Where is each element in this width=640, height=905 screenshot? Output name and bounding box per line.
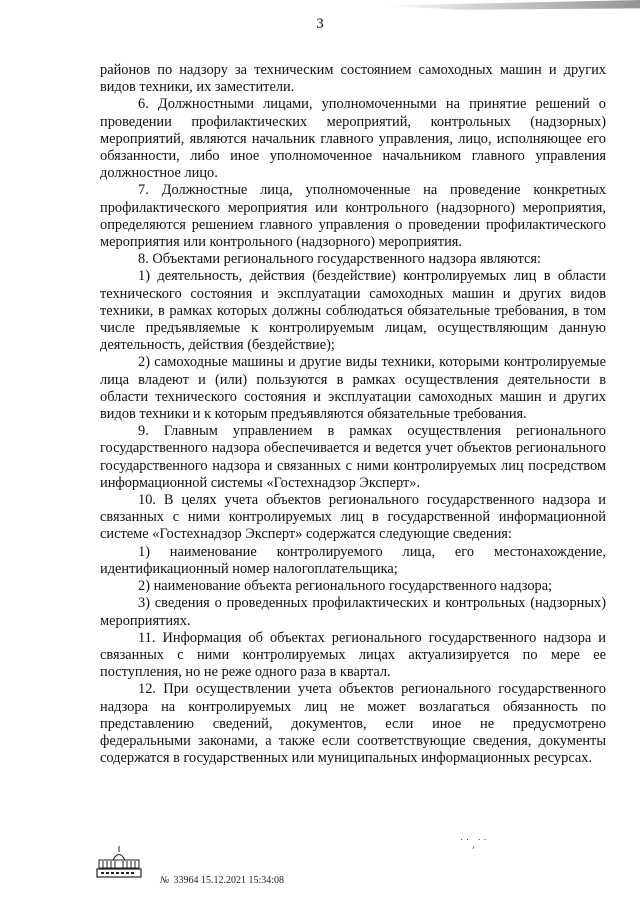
scan-specks: ˙ ˙ ¸ ˙ ˙ <box>460 838 487 849</box>
government-building-logo <box>96 845 142 879</box>
paragraph: 11. Информация об объектах регионального государственного надзора и связанных с ними контролируемых лицах актуализируется по мере ее поступления, но не реже одного раза в квартал. <box>100 629 606 681</box>
paragraph: 3) сведения о проведенных профилактических и контрольных (надзорных) мероприятиях. <box>100 595 606 629</box>
reg-prefix: № <box>160 875 170 886</box>
reg-number: 33964 <box>173 875 199 886</box>
paragraph: 1) наименование контролируемого лица, его местонахождение, идентификационный номер налогоплательщика; <box>100 543 606 577</box>
paragraph: 1) деятельность, действия (бездействие) контролируемых лиц в области технического состояния и эксплуатации самоходных машин и других видов техники, в рамках которых должны соблюдаться обязательные требования, в том числе предъявляемые к контролируемым лицам, осуществляющим данную деятельность, действия (бездействие); <box>100 268 606 354</box>
paragraph: 6. Должностными лицами, уполномоченными на принятие решений о проведении профилактических мероприятий, контрольных (надзорных) мероприятий, являются начальник главного управления, лицо, исполняющее его обязанности, либо иное уполномоченное начальником главного управления должностное лицо. <box>100 96 606 182</box>
paragraph: 12. При осуществлении учета объектов регионального государственного надзора на контролируемых лиц не может возлагаться обязанность по представлению сведений, документов, если иное не предусмотрено федеральными законами, а также если соответствующие сведения, документы содержатся в государственных или муниципальных информационных ресурсах. <box>100 681 606 767</box>
paragraph: районов по надзору за техническим состоянием самоходных машин и других видов техники, их заместители. <box>100 62 606 96</box>
paragraph: 8. Объектами регионального государственного надзора являются: <box>138 251 542 268</box>
paragraph: 7. Должностные лица, уполномоченные на проведение конкретных профилактического мероприятия или контрольного (надзорного) мероприятия, определяются решением главного управления о проведении профилактического мероприятия или контрольного (надзорного) мероприятия. <box>100 182 606 251</box>
document-body <box>100 62 606 767</box>
paragraph: 2) самоходные машины и другие виды техники, которыми контролируемые лица владеют и (или) пользуются в рамках осуществления деятельности в области технического состояния и эксплуатации самоходных машин и других видов техники и к которым предъявляются обязательные требования. <box>100 354 606 423</box>
page-number: 3 <box>316 16 324 32</box>
paragraph: 10. В целях учета объектов регионального государственного надзора и связанных с ними контролируемых лиц в государственной информационной системе «Гостехнадзор Эксперт» содержатся следующие сведения: <box>100 492 606 543</box>
reg-datetime: 15.12.2021 15:34:08 <box>200 875 284 886</box>
paragraph: 2) наименование объекта регионального государственного надзора; <box>138 578 553 595</box>
registration-stamp <box>160 875 284 886</box>
scan-artifact <box>380 0 640 14</box>
paragraph: 9. Главным управлением в рамках осуществления регионального государственного надзора обеспечивается и ведется учет объектов регионального государственного надзора и связанных с ними контролируемых лиц посредством информационной системы «Гостехнадзор Эксперт». <box>100 423 606 491</box>
